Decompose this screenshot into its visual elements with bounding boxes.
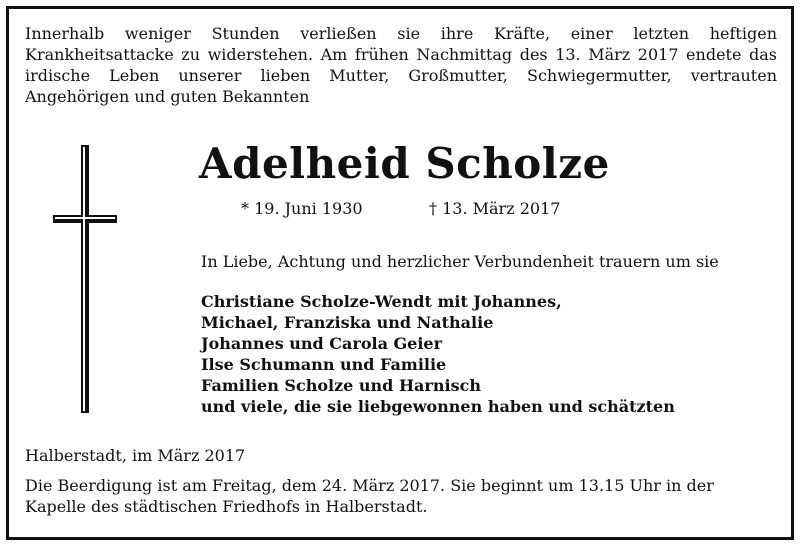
mourning-line: In Liebe, Achtung und herzlicher Verbundenheit trauern um sie [201, 252, 719, 271]
list-item: und viele, die sie liebgewonnen haben und schätzten [201, 397, 675, 416]
list-item: Michael, Franziska und Nathalie [201, 313, 494, 332]
list-item: Ilse Schumann und Familie [201, 355, 447, 374]
family-list [201, 291, 675, 417]
intro-text: Innerhalb weniger Stunden verließen sie ihre Kräfte, einer letzten heftigen Krankheitsattacke zu widerstehen. Am frühen Nachmittag des 13. März 2017 endete das irdische Leben unserer lieben Mutter, Großmutter, Schwiegermutter, vertrauten Angehörigen und guten Bekannten [25, 24, 777, 106]
death-date: † 13. März 2017 [429, 199, 561, 218]
list-item: Familien Scholze und Harnisch [201, 376, 481, 395]
list-item: Johannes und Carola Geier [201, 334, 443, 353]
deceased-name: Adelheid Scholze [199, 139, 610, 188]
cross-icon [53, 145, 117, 413]
funeral-info: Die Beerdigung ist am Freitag, dem 24. März 2017. Sie beginnt um 13.15 Uhr in der Kapelle des städtischen Friedhofs in Halberstadt. [25, 476, 714, 516]
obituary-notice [6, 6, 794, 540]
place-date: Halberstadt, im März 2017 [25, 446, 246, 465]
list-item: Christiane Scholze-Wendt mit Johannes, [201, 292, 562, 311]
birth-date: * 19. Juni 1930 [241, 199, 363, 218]
